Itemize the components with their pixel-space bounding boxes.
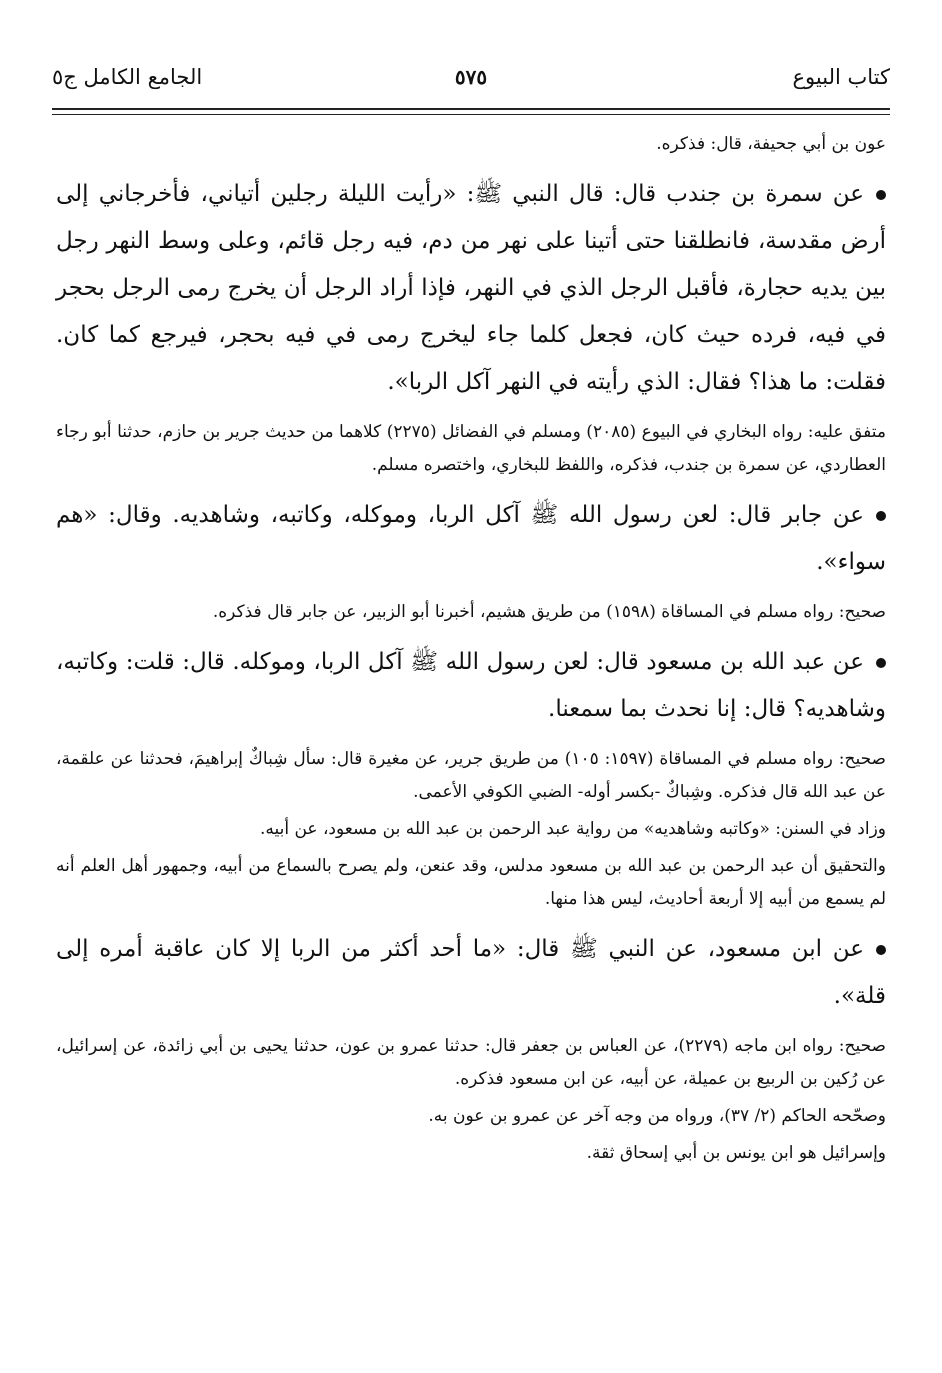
hadith-text: عن سمرة بن جندب قال: قال النبي ﷺ: «رأيت الليلة رجلين أتياني، فأخرجاني إلى أرض مقدسة، فانطلقنا حتى أتينا على نهر من دم، فيه رجل قائم، وعلى وسط النهر رجل بين يديه حجارة، فأقبل الرجل الذي في النهر، فإذا أراد الرجل أن يخرج رمى الرجل بحجر في فيه، فرده حيث كان، فجعل كلما جاء ليخرج رمى في فيه بحجر، فيرجع كما كان. فقلت: ما هذا؟ فقال: الذي رأيته في النهر آكل الربا». <box>56 181 886 395</box>
hadith-text: عن جابر قال: لعن رسول الله ﷺ آكل الربا، وموكله، وكاتبه، وشاهديه. وقال: «هم سواء». <box>56 502 886 575</box>
page-number: ٥٧٥ <box>454 65 488 89</box>
commentary-paragraph: وزاد في السنن: «وكاتبه وشاهديه» من رواية عبد الرحمن بن عبد الله بن مسعود، عن أبيه. <box>259 819 886 839</box>
commentary-paragraph: متفق عليه: رواه البخاري في البيوع (٢٠٨٥) ومسلم في الفضائل (٢٢٧٥) كلاهما من حديث جرير بن حازم، حدثنا أبو رجاء العطاردي، عن سمرة بن جندب، فذكره، واللفظ للبخاري، واختصره مسلم. <box>56 422 886 475</box>
commentary-paragraph: وإسرائيل هو ابن يونس بن أبي إسحاق ثقة. <box>586 1143 886 1163</box>
header-rule-thin <box>52 114 890 115</box>
bullet-icon <box>876 190 886 200</box>
hadith-paragraph <box>56 639 886 733</box>
hadith-paragraph <box>56 926 886 1020</box>
page-header <box>52 62 890 100</box>
hadith-paragraph <box>56 492 886 586</box>
bullet-icon <box>876 945 886 955</box>
commentary-paragraph: صحيح: رواه مسلم في المساقاة (١٥٩٧: ١٠٥) من طريق جرير، عن مغيرة قال: سأل شِباكٌ إبراهيمَ، فحدثنا عن علقمة، عن عبد الله قال فذكره. وشِباكٌ -بكسر أوله- الضبي الكوفي الأعمى. <box>56 749 886 802</box>
commentary-paragraph: صحيح: رواه ابن ماجه (٢٢٧٩)، عن العباس بن جعفر قال: حدثنا عمرو بن عون، حدثنا يحيى بن أبي زائدة، عن إسرائيل، عن رُكين بن الربيع بن عميلة، عن أبيه، عن ابن مسعود فذكره. <box>56 1036 886 1089</box>
commentary-paragraph: صحيح: رواه مسلم في المساقاة (١٥٩٨) من طريق هشيم، أخبرنا أبو الزبير، عن جابر قال فذكره. <box>212 602 886 622</box>
header-rule-thick <box>52 108 890 110</box>
hadith-text: عن عبد الله بن مسعود قال: لعن رسول الله ﷺ آكل الربا، وموكله. قال: قلت: وكاتبه، وشاهديه؟ قال: إنا نحدث بما سمعنا. <box>56 649 886 722</box>
page-body <box>56 128 886 1170</box>
bullet-icon <box>876 511 886 521</box>
hadith-paragraph <box>56 171 886 406</box>
book-title: كتاب البيوع <box>792 65 890 89</box>
hadith-text: عن ابن مسعود، عن النبي ﷺ قال: «ما أحد أكثر من الربا إلا كان عاقبة أمره إلى قلة». <box>56 936 886 1009</box>
continuation-text: عون بن أبي جحيفة، قال: فذكره. <box>656 134 886 154</box>
commentary-paragraph: والتحقيق أن عبد الرحمن بن عبد الله بن مسعود مدلس، وقد عنعن، ولم يصرح بالسماع من أبيه، وجمهور أهل العلم أنه لم يسمع من أبيه إلا أربعة أحاديث، ليس هذا منها. <box>56 856 886 909</box>
series-title: الجامع الكامل ج٥ <box>52 65 203 89</box>
bullet-icon <box>876 658 886 668</box>
commentary-paragraph: وصحّحه الحاكم (٢/ ٣٧)، ورواه من وجه آخر عن عمرو بن عون به. <box>428 1106 886 1126</box>
